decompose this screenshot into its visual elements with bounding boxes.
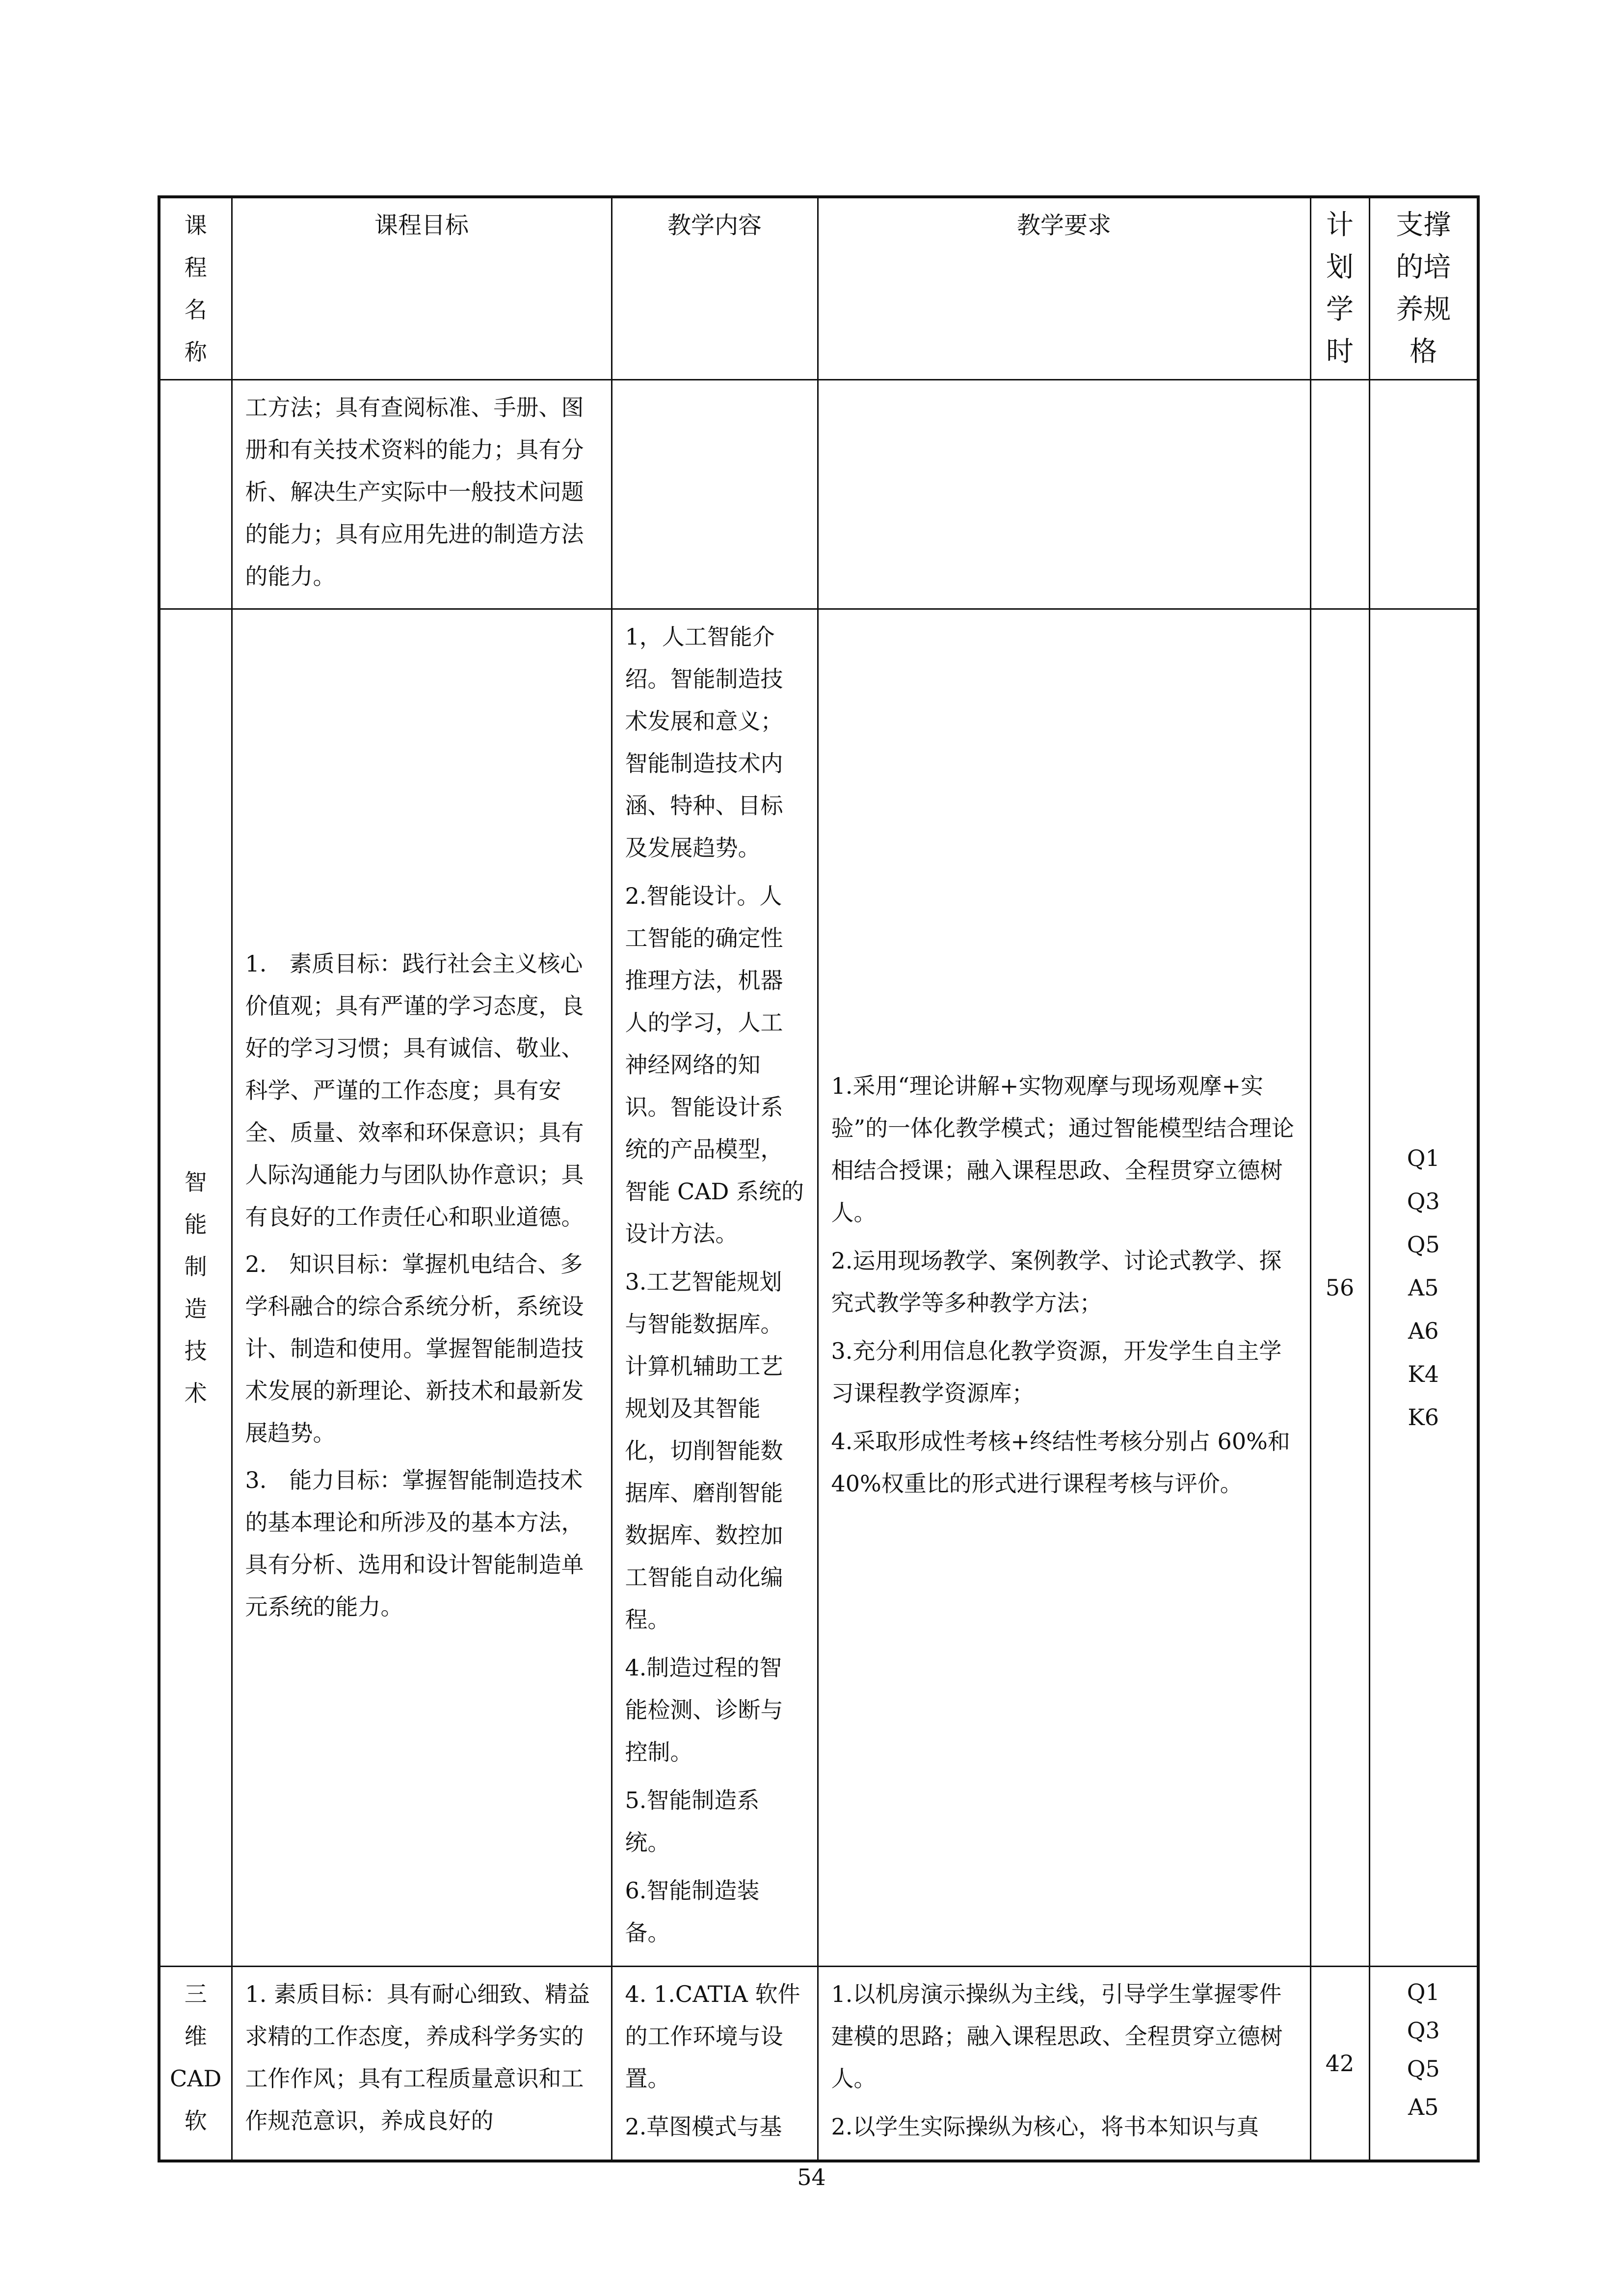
requirement-text: 1.以机房演示操纵为主线，引导学生掌握零件建模的思路；融入课程思政、全程贯穿立德树人。 — [831, 1981, 1283, 2092]
goal-text: 3. 能力目标：掌握智能制造技术的基本理论和所涉及的基本方法，具有分析、选用和设计智能制造单元系统的能力。 — [245, 1467, 584, 1620]
content-text: 2.草图模式与基 — [625, 2113, 782, 2140]
goal-text: 工方法；具有查阅标准、手册、图册和有关技术资料的能力；具有分析、解决生产实际中一般技术问题的能力；具有应用先进的制造方法的能力。 — [245, 394, 584, 590]
course-table — [158, 195, 1480, 2162]
content-text: 2.智能设计。人工智能的确定性推理方法，机器人的学习，人工神经网络的知识。智能设计系统的产品模型，智能 CAD 系统的设计方法。 — [625, 883, 804, 1247]
goal-text: 1. 素质目标：具有耐心细致、精益求精的工作态度，养成科学务实的工作作风；具有工程质量意识和工作规范意识，养成良好的 — [245, 1981, 590, 2134]
goal-cell — [232, 1967, 612, 2161]
requirement-text: 4.采取形成性考核+终结性考核分别占 60%和 40%权重比的形式进行课程考核与评价。 — [831, 1428, 1290, 1497]
content-cell — [612, 1967, 818, 2161]
support-cell: Q1 Q3 Q5 A5 — [1369, 1967, 1478, 2161]
header-content: 教学内容 — [612, 197, 818, 380]
requirement-text: 2.以学生实际操纵为核心，将书本知识与真 — [831, 2113, 1259, 2140]
requirement-text: 1.采用“理论讲解+实物观摩与现场观摩+实验”的一体化教学模式；通过智能模型结合理论相结合授课；融入课程思政、全程贯穿立德树人。 — [831, 1073, 1295, 1226]
table-row — [159, 380, 1478, 609]
content-cell — [612, 609, 818, 1967]
hours-cell: 56 — [1310, 609, 1369, 1967]
content-text: 4. 1.CATIA 软件的工作环境与设置。 — [625, 1981, 800, 2092]
page-number: 54 — [797, 2164, 826, 2190]
header-requirement: 教学要求 — [818, 197, 1310, 380]
content-text: 5.智能制造系统。 — [625, 1787, 760, 1856]
goal-text: 2. 知识目标：掌握机电结合、多学科融合的综合系统分析，系统设计、制造和使用。掌握智能制造技术发展的新理论、新技术和最新发展趋势。 — [245, 1251, 584, 1446]
header-goal: 课程目标 — [232, 197, 612, 380]
content-text: 4.制造过程的智能检测、诊断与控制。 — [625, 1654, 783, 1765]
header-row — [159, 197, 1478, 380]
header-course-name: 课 程 名 称 — [159, 197, 232, 380]
content-cell — [612, 380, 818, 609]
hours-cell: 42 — [1310, 1967, 1369, 2161]
course-name-cell — [159, 380, 232, 609]
goal-cell — [232, 609, 612, 1967]
support-cell — [1369, 380, 1478, 609]
course-name-cell: 三 维 CAD 软 — [159, 1967, 232, 2161]
content-text: 1，人工智能介绍。智能制造技术发展和意义；智能制造技术内涵、特种、目标及发展趋势。 — [625, 623, 783, 861]
requirement-cell — [818, 1967, 1310, 2161]
goal-cell — [232, 380, 612, 609]
header-hours: 计 划 学 时 — [1310, 197, 1369, 380]
table-row — [159, 609, 1478, 1967]
content-text: 6.智能制造装备。 — [625, 1877, 760, 1946]
hours-cell — [1310, 380, 1369, 609]
table-row — [159, 1967, 1478, 2161]
requirement-text: 2.运用现场教学、案例教学、讨论式教学、探究式教学等多种教学方法； — [831, 1247, 1282, 1316]
header-support: 支撑 的培 养规 格 — [1369, 197, 1478, 380]
goal-text: 1. 素质目标：践行社会主义核心价值观；具有严谨的学习态度，良好的学习习惯；具有诚信、敬业、科学、严谨的工作态度；具有安全、质量、效率和环保意识；具有人际沟通能力与团队协作意识；具有良好的工作责任心和职业道德。 — [245, 950, 584, 1230]
requirement-cell — [818, 609, 1310, 1967]
support-cell: Q1 Q3 Q5 A5 A6 K4 K6 — [1369, 609, 1478, 1967]
course-name-cell: 智 能 制 造 技 术 — [159, 609, 232, 1967]
requirement-cell — [818, 380, 1310, 609]
requirement-text: 3.充分利用信息化教学资源，开发学生自主学习课程教学资源库； — [831, 1338, 1282, 1406]
content-text: 3.工艺智能规划与智能数据库。计算机辅助工艺规划及其智能化，切削智能数据库、磨削智能数据库、数控加工智能自动化编程。 — [625, 1269, 783, 1633]
